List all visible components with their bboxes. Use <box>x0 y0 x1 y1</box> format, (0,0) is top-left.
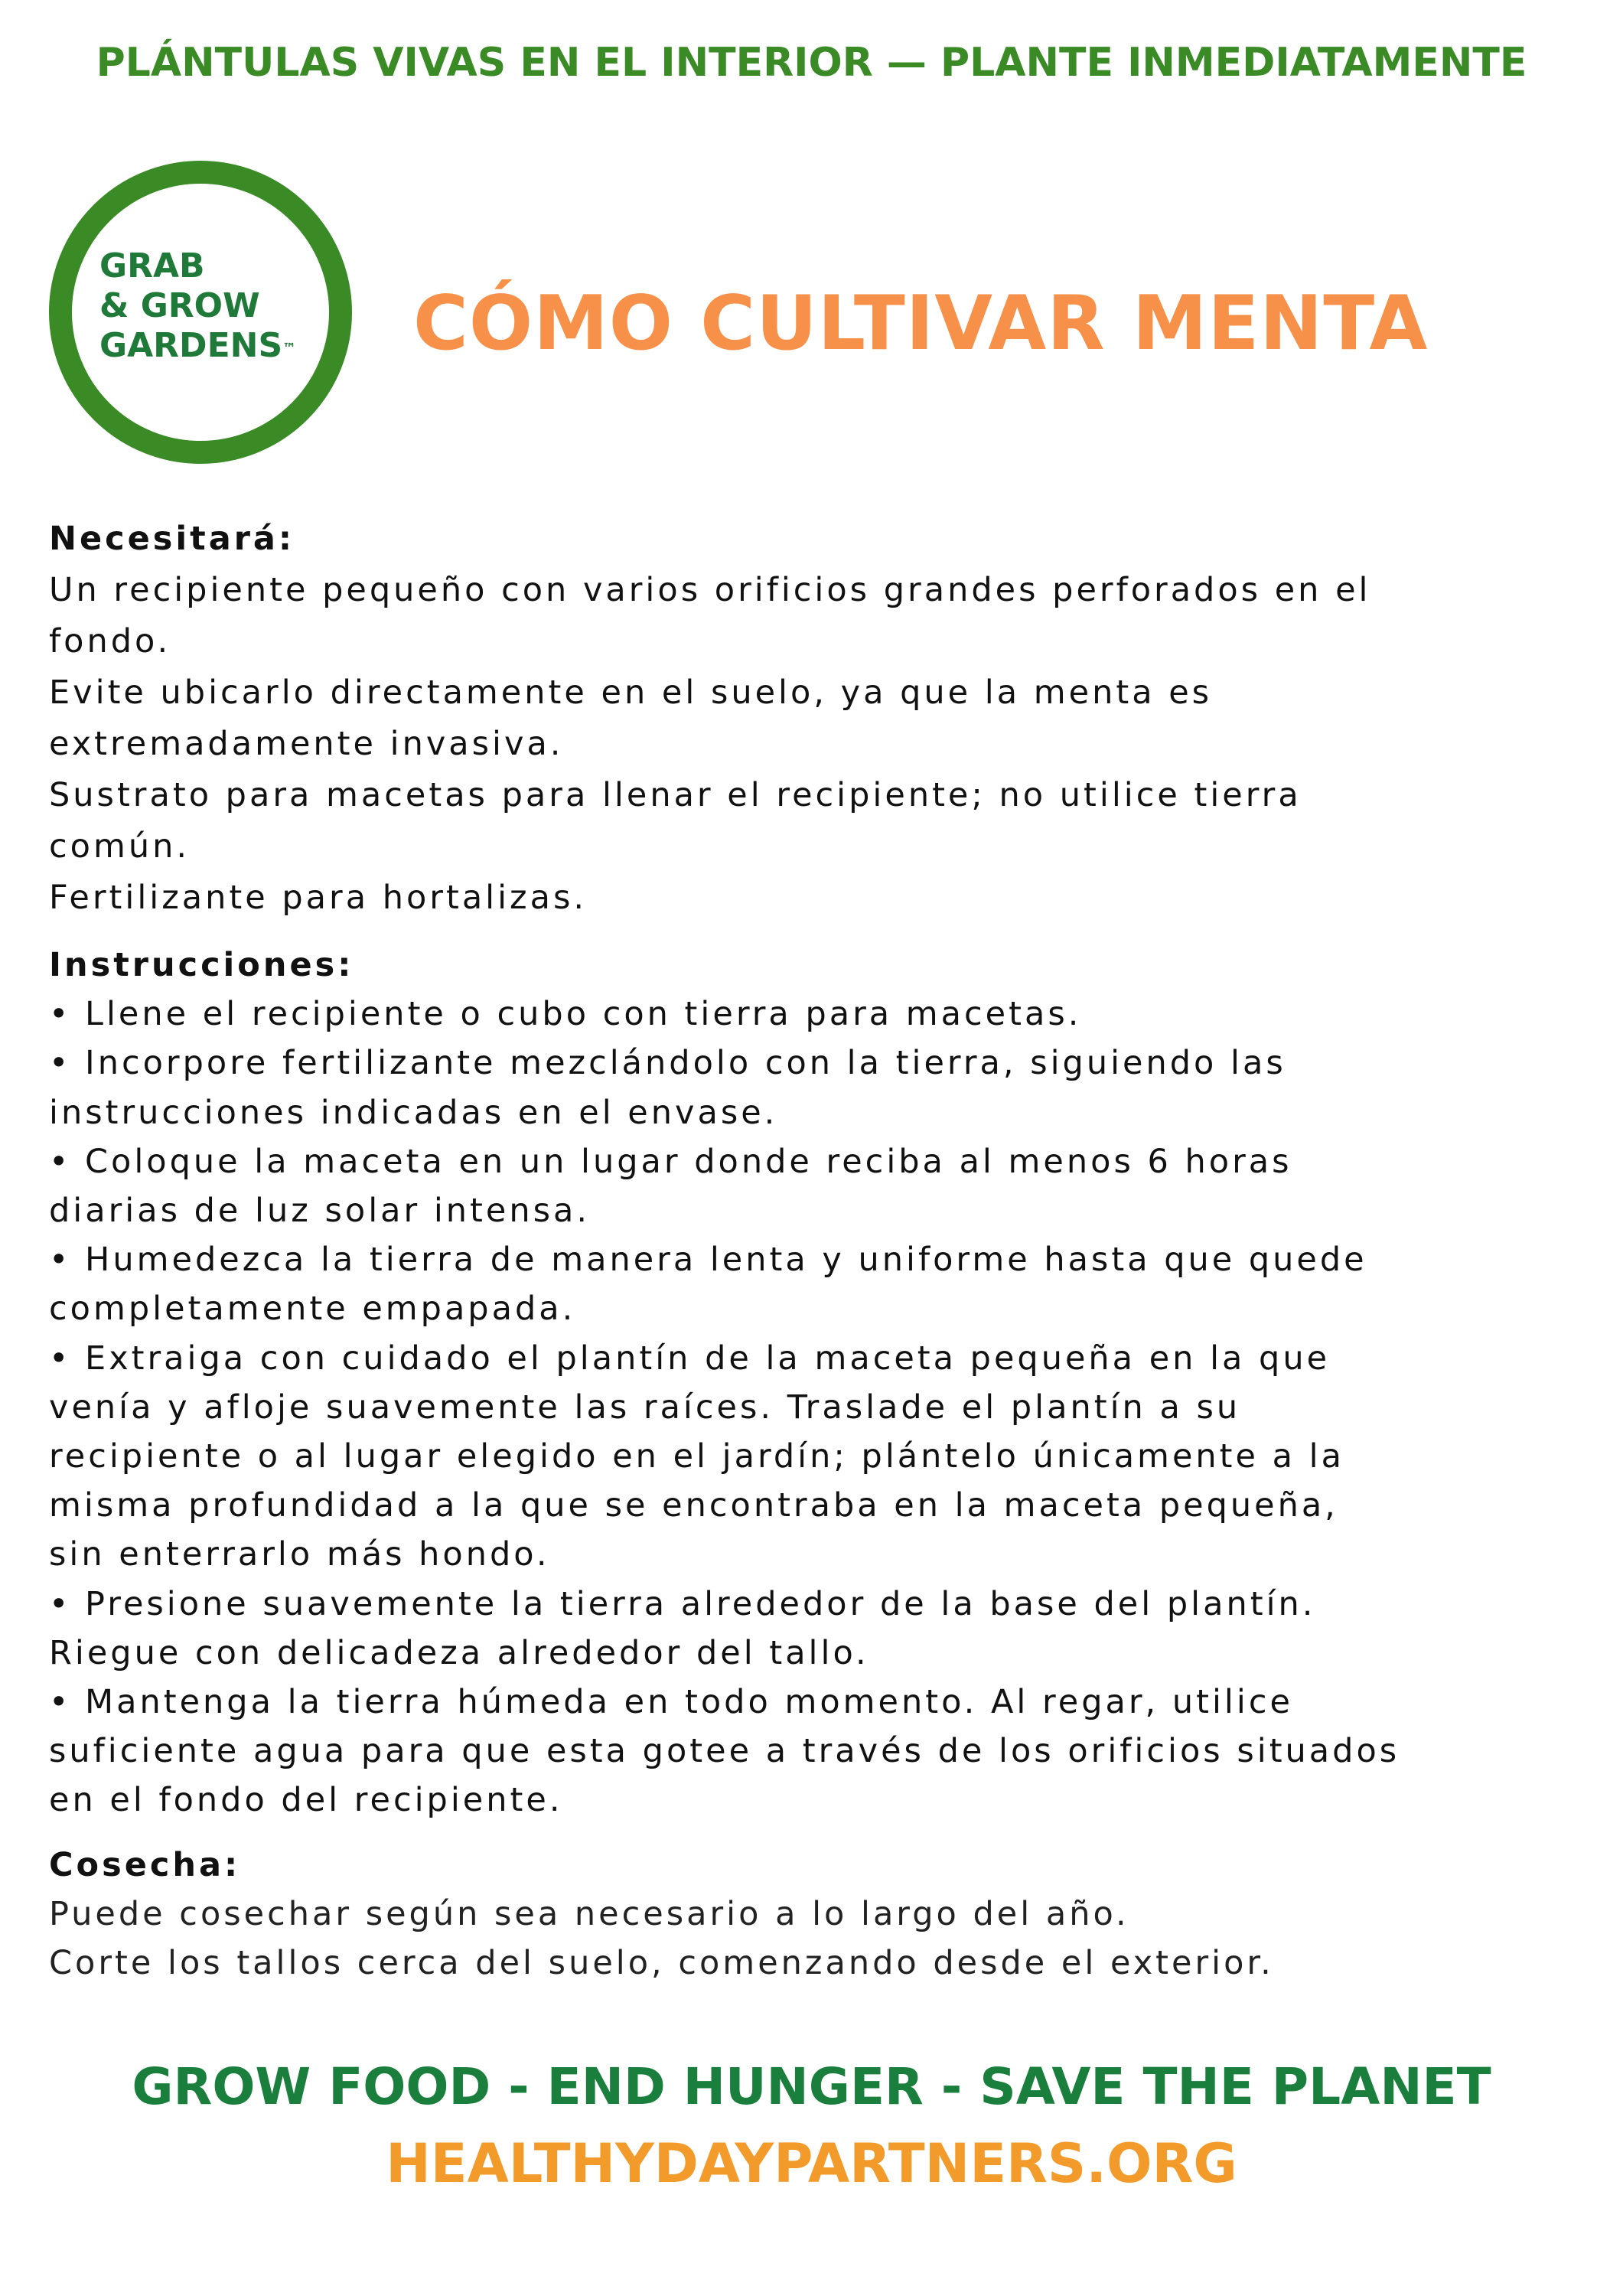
needs-line: extremadamente invasiva. <box>49 725 564 763</box>
instruction-line: • Presione suavemente la tierra alrededor de la base del plantín. <box>49 1584 1316 1623</box>
instruction-line: • Coloque la maceta en un lugar donde reciba al menos 6 horas <box>49 1142 1292 1181</box>
instruction-line: suficiente agua para que esta gotee a través de los orificios situados <box>49 1732 1400 1771</box>
logo <box>99 246 296 366</box>
harvest-line: Puede cosechar según sea necesario a lo largo del año. <box>49 1894 1129 1933</box>
main-content <box>49 513 1572 1988</box>
instructions-section <box>49 941 1572 1825</box>
needs-line: fondo. <box>49 622 171 660</box>
instruction-line: • Llene el recipiente o cubo con tierra para macetas. <box>49 995 1082 1034</box>
harvest-list <box>49 1890 1572 1988</box>
logo-line-1: GRAB <box>99 246 205 285</box>
logo-line-3 <box>99 326 296 366</box>
instructions-list <box>49 990 1572 1825</box>
logo-line-3-text: GARDENS <box>99 326 283 365</box>
instruction-line: Riegue con delicadeza alrededor del tallo. <box>49 1633 869 1672</box>
instruction-line: diarias de luz solar intensa. <box>49 1192 591 1231</box>
needs-list <box>49 565 1572 924</box>
logo-trademark: ™ <box>282 341 297 357</box>
instruction-line: venía y afloje suavemente las raíces. Traslade el plantín a su <box>49 1388 1241 1427</box>
top-banner: PLÁNTULAS VIVAS EN EL INTERIOR — PLANTE INMEDIATAMENTE <box>96 40 1527 86</box>
harvest-section <box>49 1841 1572 1988</box>
needs-heading: Necesitará: <box>49 520 295 558</box>
instruction-line: recipiente o al lugar elegido en el jardín; plántelo únicamente a la <box>49 1437 1344 1476</box>
footer-website-link[interactable]: HEALTHYDAYPARTNERS.ORG <box>386 2132 1237 2195</box>
instruction-line: en el fondo del recipiente. <box>49 1781 563 1820</box>
instruction-line: • Mantenga la tierra húmeda en todo momento. Al regar, utilice <box>49 1683 1293 1722</box>
instruction-line: completamente empapada. <box>49 1290 576 1329</box>
instruction-line: • Incorpore fertilizante mezclándolo con la tierra, siguiendo las <box>49 1044 1286 1083</box>
harvest-line: Corte los tallos cerca del suelo, comenzando desde el exterior. <box>49 1943 1274 1982</box>
logo-line-2: & GROW <box>99 286 260 325</box>
needs-section <box>49 513 1572 924</box>
needs-line: Sustrato para macetas para llenar el recipiente; no utilice tierra <box>49 776 1302 814</box>
instruction-line: sin enterrarlo más hondo. <box>49 1535 550 1574</box>
needs-line: Un recipiente pequeño con varios orificios grandes perforados en el <box>49 571 1371 609</box>
footer-slogan: GROW FOOD - END HUNGER - SAVE THE PLANET <box>132 2057 1491 2116</box>
page-title: CÓMO CULTIVAR MENTA <box>413 280 1429 367</box>
instructions-heading: Instrucciones: <box>49 946 354 984</box>
harvest-heading: Cosecha: <box>49 1845 241 1884</box>
instruction-line: misma profundidad a la que se encontraba en la maceta pequeña, <box>49 1486 1338 1525</box>
instruction-line: instrucciones indicadas en el envase. <box>49 1093 778 1132</box>
instruction-line: • Humedezca la tierra de manera lenta y uniforme hasta que quede <box>49 1241 1367 1280</box>
needs-line: Fertilizante para hortalizas. <box>49 879 588 917</box>
needs-line: común. <box>49 827 191 866</box>
instruction-line: • Extraiga con cuidado el plantín de la maceta pequeña en la que <box>49 1339 1331 1378</box>
needs-line: Evite ubicarlo directamente en el suelo, ya que la menta es <box>49 673 1213 712</box>
